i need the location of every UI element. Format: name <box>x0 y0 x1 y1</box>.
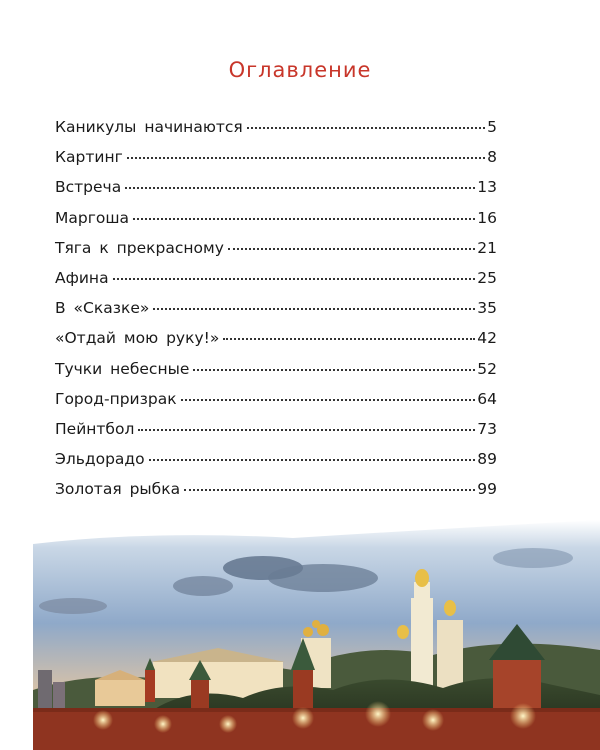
toc-entry <box>55 269 497 299</box>
dome <box>444 600 456 616</box>
dot-leader <box>125 187 475 189</box>
toc-entry-page: 52 <box>477 359 497 378</box>
toc-entry <box>55 239 497 269</box>
table-of-contents <box>55 118 497 510</box>
toc-entry-title: Пейнтбол <box>55 419 135 438</box>
dot-leader <box>127 157 485 159</box>
dot-leader <box>181 399 476 401</box>
toc-entry-title: Эльдорадо <box>55 450 145 469</box>
toc-entry-page: 16 <box>477 208 497 227</box>
toc-entry-page: 89 <box>477 450 497 469</box>
toc-entry-title: Тучки небесные <box>55 359 190 378</box>
toc-entry-page: 21 <box>477 238 497 257</box>
toc-entry-page: 25 <box>477 268 497 287</box>
dot-leader <box>247 127 485 129</box>
cloud <box>173 576 233 596</box>
dot-leader <box>138 429 475 431</box>
toc-entry <box>55 209 497 239</box>
toc-entry-page: 13 <box>477 178 497 197</box>
toc-entry <box>55 360 497 390</box>
toc-entry <box>55 148 497 178</box>
dot-leader <box>223 338 475 340</box>
toc-entry-title: В «Сказке» <box>55 299 150 318</box>
toc-entry-page: 64 <box>477 389 497 408</box>
toc-entry-title: Город-призрак <box>55 389 177 408</box>
dot-leader <box>133 218 475 220</box>
cloud <box>493 548 573 568</box>
dot-leader <box>193 369 475 371</box>
cloud <box>268 564 378 592</box>
toc-entry <box>55 420 497 450</box>
toc-entry-page: 35 <box>477 299 497 318</box>
toc-entry <box>55 178 497 208</box>
dot-leader <box>228 248 475 250</box>
dot-leader <box>113 278 476 280</box>
toc-entry <box>55 480 497 510</box>
dot-leader <box>184 489 475 491</box>
cityscape-illustration <box>33 520 600 750</box>
toc-entry-page: 42 <box>477 329 497 348</box>
toc-entry <box>55 329 497 359</box>
toc-entry <box>55 450 497 480</box>
toc-entry-title: Маргоша <box>55 208 130 227</box>
page-title: Оглавление <box>228 58 372 82</box>
toc-entry-title: Тяга к прекрасному <box>55 238 224 257</box>
dome <box>303 627 313 637</box>
dome <box>397 625 409 639</box>
toc-entry <box>55 118 497 148</box>
toc-entry <box>55 299 497 329</box>
toc-entry-page: 73 <box>477 419 497 438</box>
toc-entry-title: Каникулы начинаются <box>55 118 243 136</box>
toc-entry-title: Встреча <box>55 178 122 197</box>
dot-leader <box>153 308 475 310</box>
toc-entry <box>55 390 497 420</box>
dome <box>415 569 429 587</box>
cloud <box>39 598 107 614</box>
toc-entry-title: Картинг <box>55 148 123 167</box>
toc-entry-title: «Отдай мою руку!» <box>55 329 220 348</box>
toc-entry-page: 5 <box>487 118 497 136</box>
toc-entry-page: 8 <box>487 148 497 167</box>
dome <box>312 620 320 628</box>
dot-leader <box>149 459 476 461</box>
toc-entry-title: Золотая рыбка <box>55 480 181 499</box>
toc-entry-title: Афина <box>55 268 109 287</box>
toc-entry-page: 99 <box>477 480 497 499</box>
